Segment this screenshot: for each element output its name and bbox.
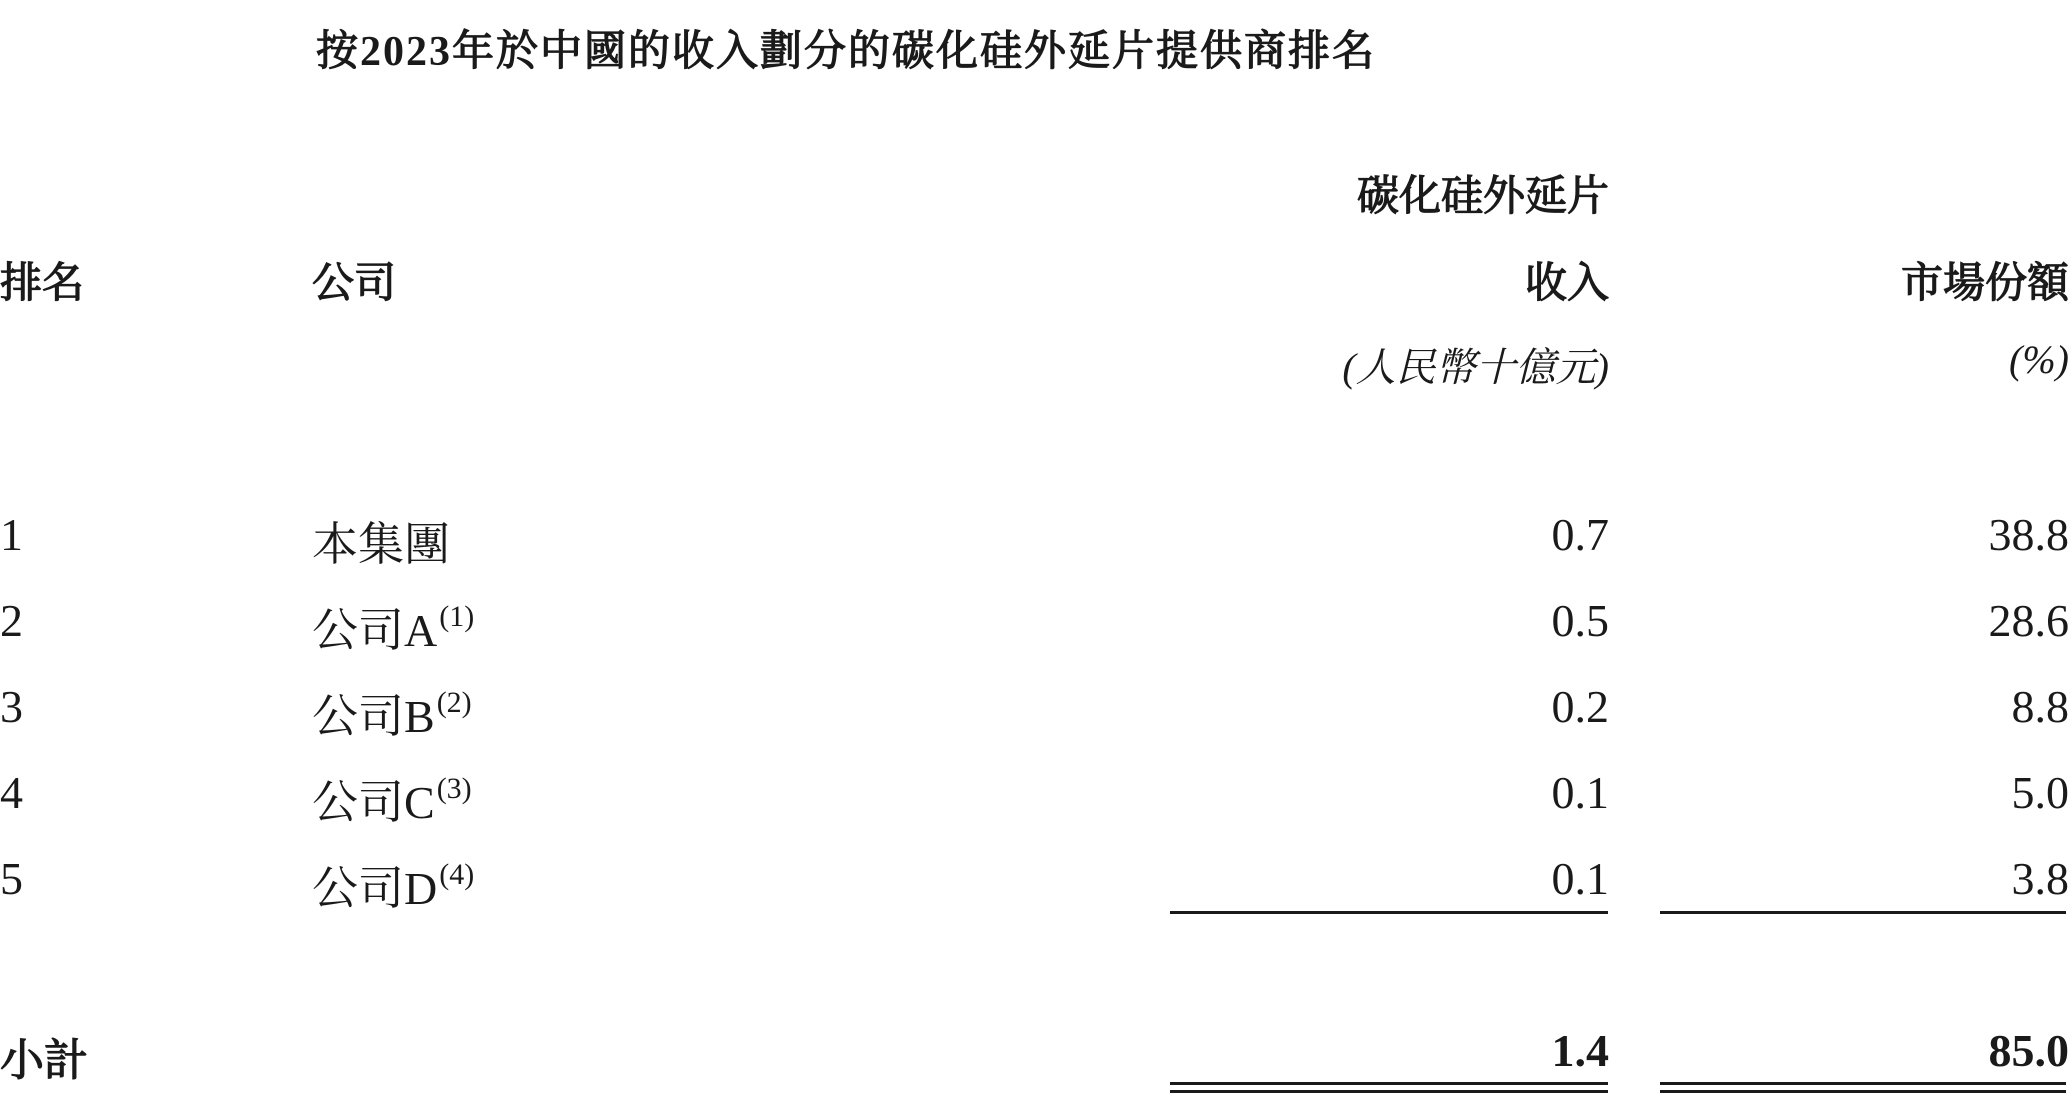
row-revenue: 0.1 [1551,767,1609,818]
header-revenue-line1: 碳化硅外延片 [1356,174,1609,220]
row-rank: 3 [0,681,23,732]
row-rank: 5 [0,853,23,904]
share-subtotal-rule [1660,911,2066,914]
row-company [312,852,474,918]
footnote-ref: (2) [436,686,472,719]
footnote-ref: (3) [436,772,472,805]
header-revenue-line2: 收入 [1524,261,1609,307]
company-name: 本集團 [312,519,450,570]
row-company [312,508,450,574]
row-rank: 1 [0,509,23,560]
share-total-double-rule-bottom [1660,1090,2066,1093]
row-share: 8.8 [2011,681,2069,732]
row-company [312,594,474,660]
table-row [0,852,2072,914]
company-name: 公司A [312,605,438,656]
company-name: 公司D [312,863,438,914]
total-label: 小計 [0,1036,88,1085]
row-revenue: 0.7 [1551,509,1609,560]
revenue-total-double-rule-bottom [1170,1090,1608,1093]
header-share-unit: (%) [2009,337,2069,382]
table-row [0,508,2072,570]
table-row [0,594,2072,656]
row-rank: 2 [0,595,23,646]
row-share: 5.0 [2011,767,2069,818]
row-revenue: 0.1 [1551,853,1609,904]
total-share: 85.0 [1988,1025,2069,1076]
share-total-double-rule-top [1660,1082,2066,1085]
revenue-subtotal-rule [1170,911,1608,914]
header-revenue-unit: (人民幣十億元) [1342,345,1609,390]
row-share: 28.6 [1988,595,2069,646]
header-share: 市場份額 [1900,261,2069,307]
row-revenue: 0.5 [1551,595,1609,646]
header-company: 公司 [312,261,397,307]
row-revenue: 0.2 [1551,681,1609,732]
row-company [312,680,472,746]
row-share: 38.8 [1988,509,2069,560]
company-name: 公司B [312,691,435,742]
total-revenue: 1.4 [1551,1025,1609,1076]
row-rank: 4 [0,767,23,818]
footnote-ref: (4) [439,858,475,891]
table-row [0,680,2072,742]
table-row [0,766,2072,828]
footnote-ref: (1) [439,600,475,633]
company-name: 公司C [312,777,435,828]
revenue-total-double-rule-top [1170,1082,1608,1085]
row-share: 3.8 [2011,853,2069,904]
table-title: 按2023年於中國的收入劃分的碳化硅外延片提供商排名 [315,29,1376,75]
header-rank: 排名 [0,261,85,307]
row-company [312,766,472,832]
